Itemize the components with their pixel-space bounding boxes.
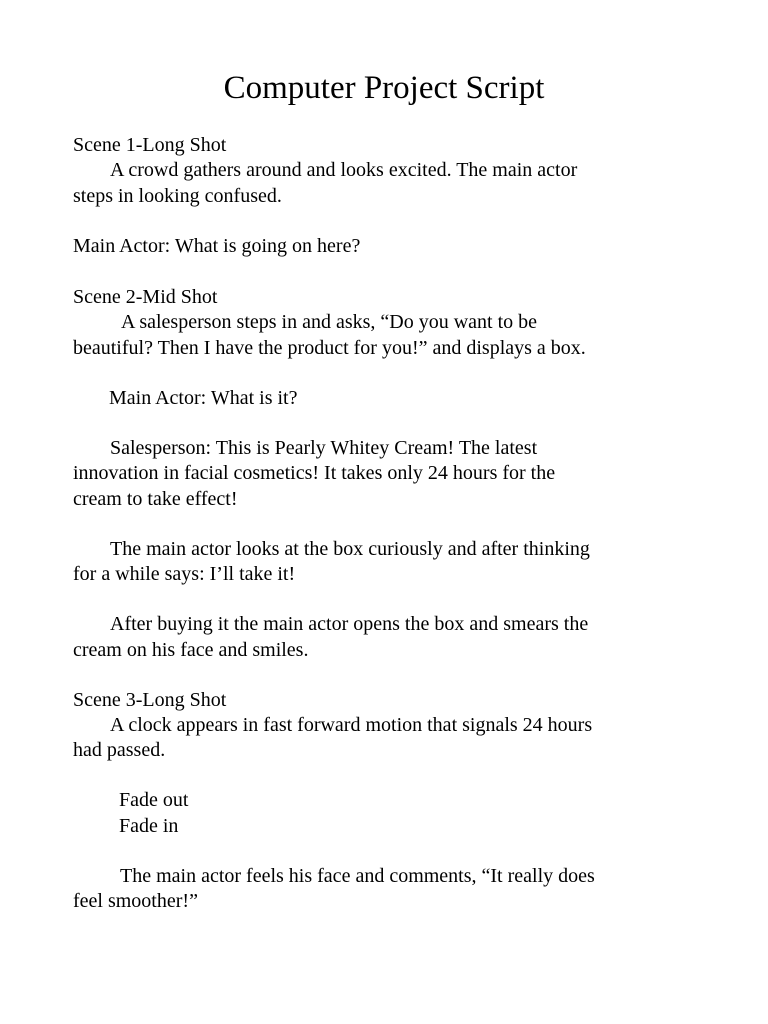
body-line: steps in looking confused.	[73, 185, 282, 207]
body-line: A salesperson steps in and asks, “Do you want to be	[121, 311, 538, 333]
scene-3-heading: Scene 3-Long Shot	[73, 689, 227, 711]
body-line: for a while says: I’ll take it!	[73, 563, 296, 585]
body-line: A clock appears in fast forward motion that signals 24 hours	[110, 714, 593, 736]
dialogue-line: Main Actor: What is going on here?	[73, 235, 361, 257]
dialogue-line: Main Actor: What is it?	[109, 387, 298, 409]
body-line: innovation in facial cosmetics! It takes only 24 hours for the	[73, 462, 556, 484]
scene-2-heading: Scene 2-Mid Shot	[73, 286, 218, 308]
body-line: cream to take effect!	[73, 488, 238, 510]
body-line: The main actor looks at the box curiously and after thinking	[110, 538, 590, 560]
dialogue-line: Salesperson: This is Pearly Whitey Cream! The latest	[110, 437, 538, 459]
body-line: The main actor feels his face and comments, “It really does	[120, 865, 595, 887]
transition-line: Fade in	[119, 815, 179, 837]
body-line: After buying it the main actor opens the box and smears the	[110, 613, 589, 635]
body-line: cream on his face and smiles.	[73, 639, 309, 661]
document-title: Computer Project Script	[223, 70, 545, 106]
body-line: A crowd gathers around and looks excited. The main actor	[110, 159, 578, 181]
transition-line: Fade out	[119, 789, 189, 811]
body-line: beautiful? Then I have the product for you!” and displays a box.	[73, 337, 586, 359]
body-line: had passed.	[73, 739, 166, 761]
scene-1-heading: Scene 1-Long Shot	[73, 134, 227, 156]
body-line: feel smoother!”	[73, 890, 198, 912]
